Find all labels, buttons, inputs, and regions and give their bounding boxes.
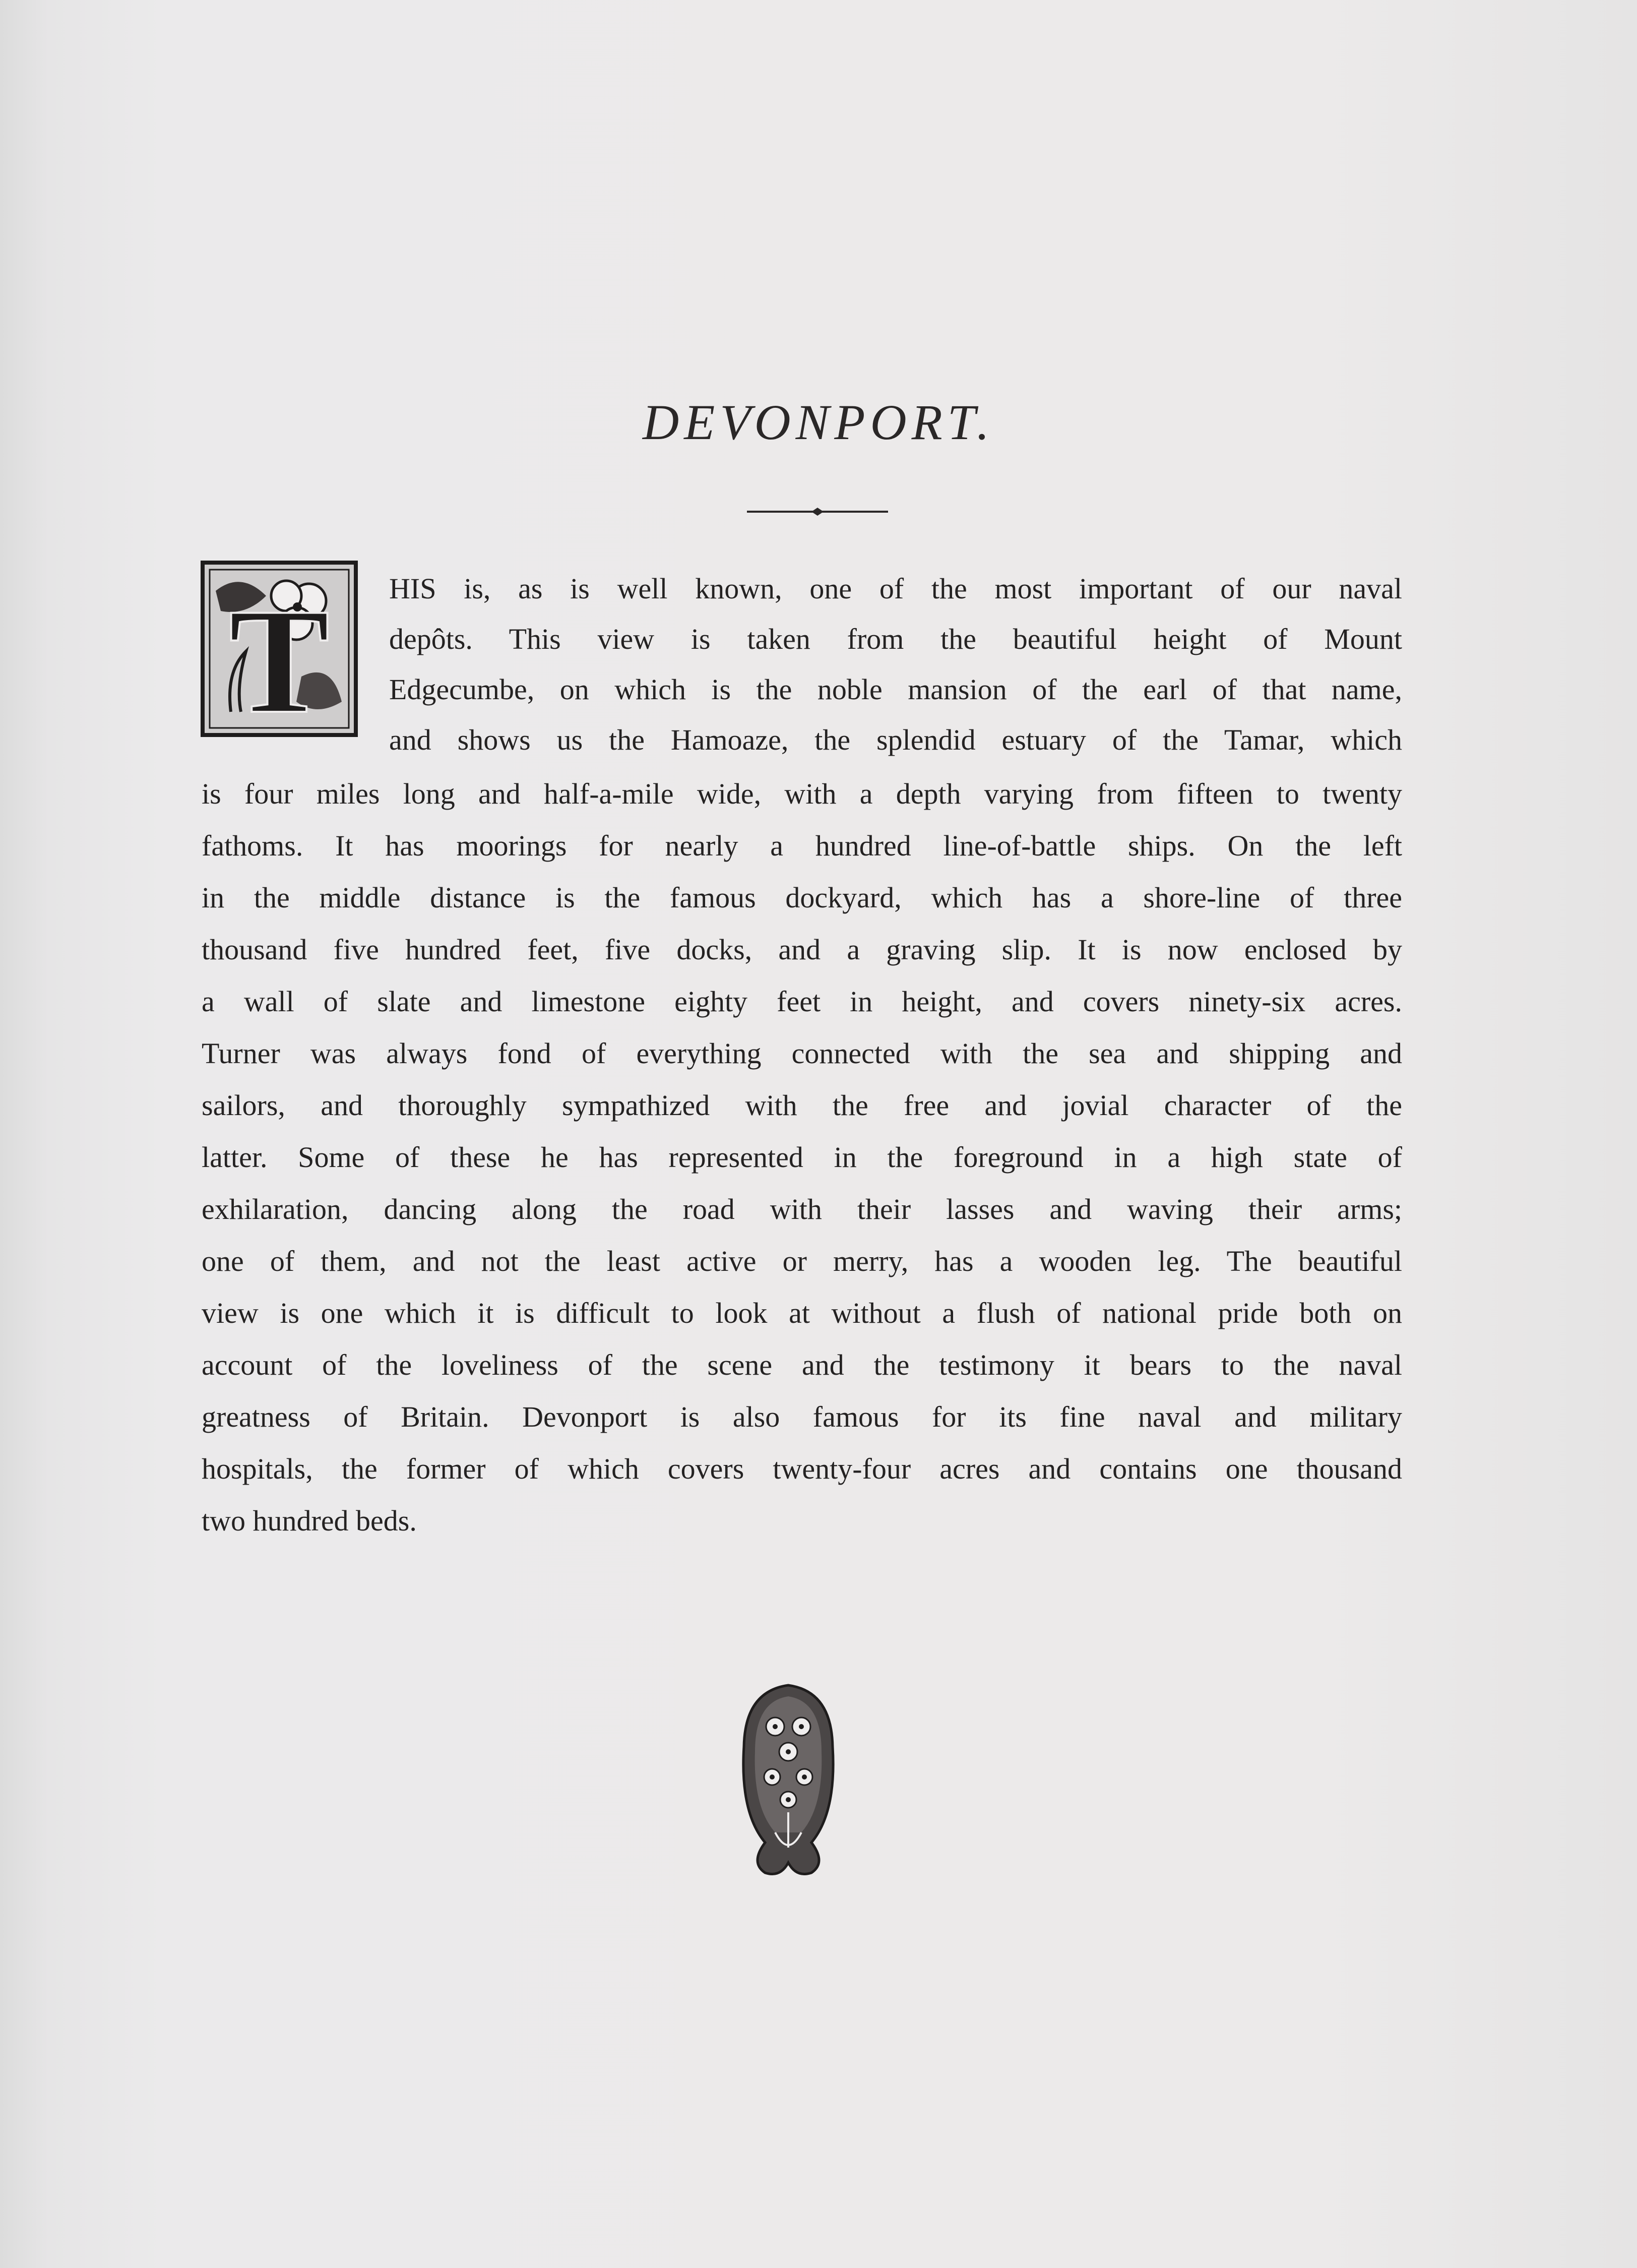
floral-tailpiece-ornament (735, 1681, 842, 1879)
text-line: greatness of Britain. Devonport is also famous for its fine naval and military (202, 1400, 1402, 1433)
text-line: Edgecumbe, on which is the noble mansion of the earl of that name, (389, 673, 1402, 706)
text-line: is four miles long and half-a-mile wide, with a depth varying from fifteen to twenty (202, 777, 1402, 810)
decorated-initial-letter (201, 561, 358, 737)
text-line: two hundred beds. (202, 1504, 417, 1537)
text-line: one of them, and not the least active or merry, has a wooden leg. The beautiful (202, 1245, 1402, 1277)
text-line: fathoms. It has moorings for nearly a hundred line-of-battle ships. On the left (202, 829, 1402, 862)
text-line: view is one which it is difficult to look at without a flush of national pride both on (202, 1297, 1402, 1329)
text-line: latter. Some of these he has represented in the foreground in a high state of (202, 1141, 1402, 1174)
text-line: exhilaration, dancing along the road with their lasses and waving their arms; (202, 1193, 1402, 1225)
page-title: DEVONPORT. (643, 394, 994, 450)
text-line: in the middle distance is the famous dockyard, which has a shore-line of three (202, 881, 1402, 914)
text-line: and shows us the Hamoaze, the splendid estuary of the Tamar, which (389, 723, 1402, 756)
text-line: hospitals, the former of which covers twenty-four acres and contains one thousand (202, 1452, 1402, 1485)
text-line: sailors, and thoroughly sympathized with the free and jovial character of the (202, 1089, 1402, 1122)
text-line: a wall of slate and limestone eighty feet in height, and covers ninety-six acres. (202, 985, 1402, 1018)
text-line: Turner was always fond of everything connected with the sea and shipping and (202, 1037, 1402, 1070)
text-line: HIS is, as is well known, one of the most important of our naval (389, 572, 1402, 605)
initial-letter-glyph: T (228, 577, 330, 737)
text-line: thousand five hundred feet, five docks, and a graving slip. It is now enclosed by (202, 933, 1402, 966)
title-divider-rule (747, 504, 888, 519)
text-line: depôts. This view is taken from the beautiful height of Mount (389, 623, 1402, 655)
text-line: account of the loveliness of the scene and the testimony it bears to the naval (202, 1348, 1402, 1381)
